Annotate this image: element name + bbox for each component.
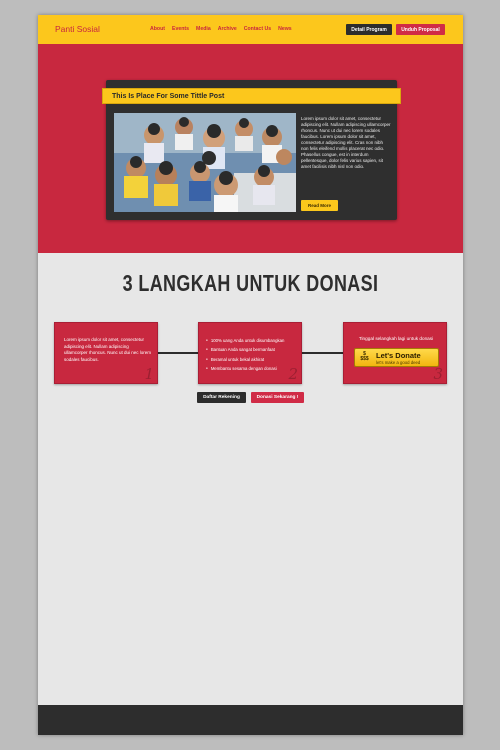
post-title[interactable]: This Is Place For Some Tittle Post [112, 93, 225, 100]
detail-program-button[interactable]: Detail Program [346, 24, 392, 35]
lets-donate-button[interactable] [354, 348, 439, 367]
step-connector [158, 352, 198, 354]
step2-list [206, 336, 284, 373]
step-number: 3 [433, 365, 443, 383]
featured-post [106, 80, 397, 220]
nav-news[interactable]: News [278, 26, 292, 32]
nav-media[interactable]: Media [196, 26, 211, 32]
unduh-proposal-button[interactable]: Unduh Proposal [396, 24, 445, 35]
post-excerpt: Lorem ipsum dolor sit amet, consectetur adipiscing elit. Nullam adipiscing ullamcorper rhoncus. Nunc ut dui nec lorem sodales faucibus. Lorem ipsum dolor sit amet, consectetur adipiscing elit. Cras non nibh non felis eleifend mollis placerat nec odio. Phasellus congue, est in interdum pellentesque, dolor felis varius sapien, sit amet facilisis nibh nisl non odio. [301, 116, 391, 169]
nav-about[interactable]: About [150, 26, 165, 32]
children-photo-image [114, 113, 296, 212]
step-card-2 [198, 322, 302, 384]
money-icon: $ $$$ [360, 351, 369, 362]
step1-text: Lorem ipsum dolor sit amet, consectetur adipiscing elit. Nullam adipiscing ullamcorper rhoncus. Nunc ut dui nec lorem sodales faucibus. [64, 337, 152, 362]
nav-contact-us[interactable]: Contact Us [243, 26, 272, 32]
step3-title: Tinggal selangkah lagi untuk donasi [358, 336, 434, 341]
footer [38, 705, 463, 735]
donate-subtitle: let's make a good deed [376, 360, 421, 365]
daftar-rekening-button[interactable]: Daftar Rekening [197, 392, 246, 403]
step-card-1 [54, 322, 158, 384]
main-nav [150, 26, 299, 32]
step-number: 1 [144, 365, 154, 383]
hero-section [38, 44, 463, 253]
list-item: ● Beramal untuk bekal akhirat [206, 355, 284, 364]
post-photo [114, 113, 296, 212]
page [38, 15, 463, 735]
list-item: ● 100% uang Anda untuk disumbangkan [206, 336, 284, 345]
nav-events[interactable]: Events [171, 26, 189, 32]
site-logo[interactable]: Panti Sosial [55, 24, 100, 34]
list-item: ● Bantuan Anda sangat bermanfaat [206, 345, 284, 354]
read-more-button[interactable]: Read More [301, 200, 338, 211]
step-card-3 [343, 322, 447, 384]
donate-title: Let's Donate [376, 351, 421, 360]
list-item: ● Membantu sesama dengan donasi [206, 364, 284, 373]
step-number: 2 [288, 365, 298, 383]
donasi-sekarang-button[interactable]: Donasi Sekarang ! [251, 392, 304, 403]
post-title-bar [102, 88, 401, 104]
section-title: 3 LANGKAH UNTUK DONASI [122, 270, 379, 296]
header [38, 15, 463, 44]
step-connector [302, 352, 343, 354]
nav-archive[interactable]: Archive [217, 26, 237, 32]
